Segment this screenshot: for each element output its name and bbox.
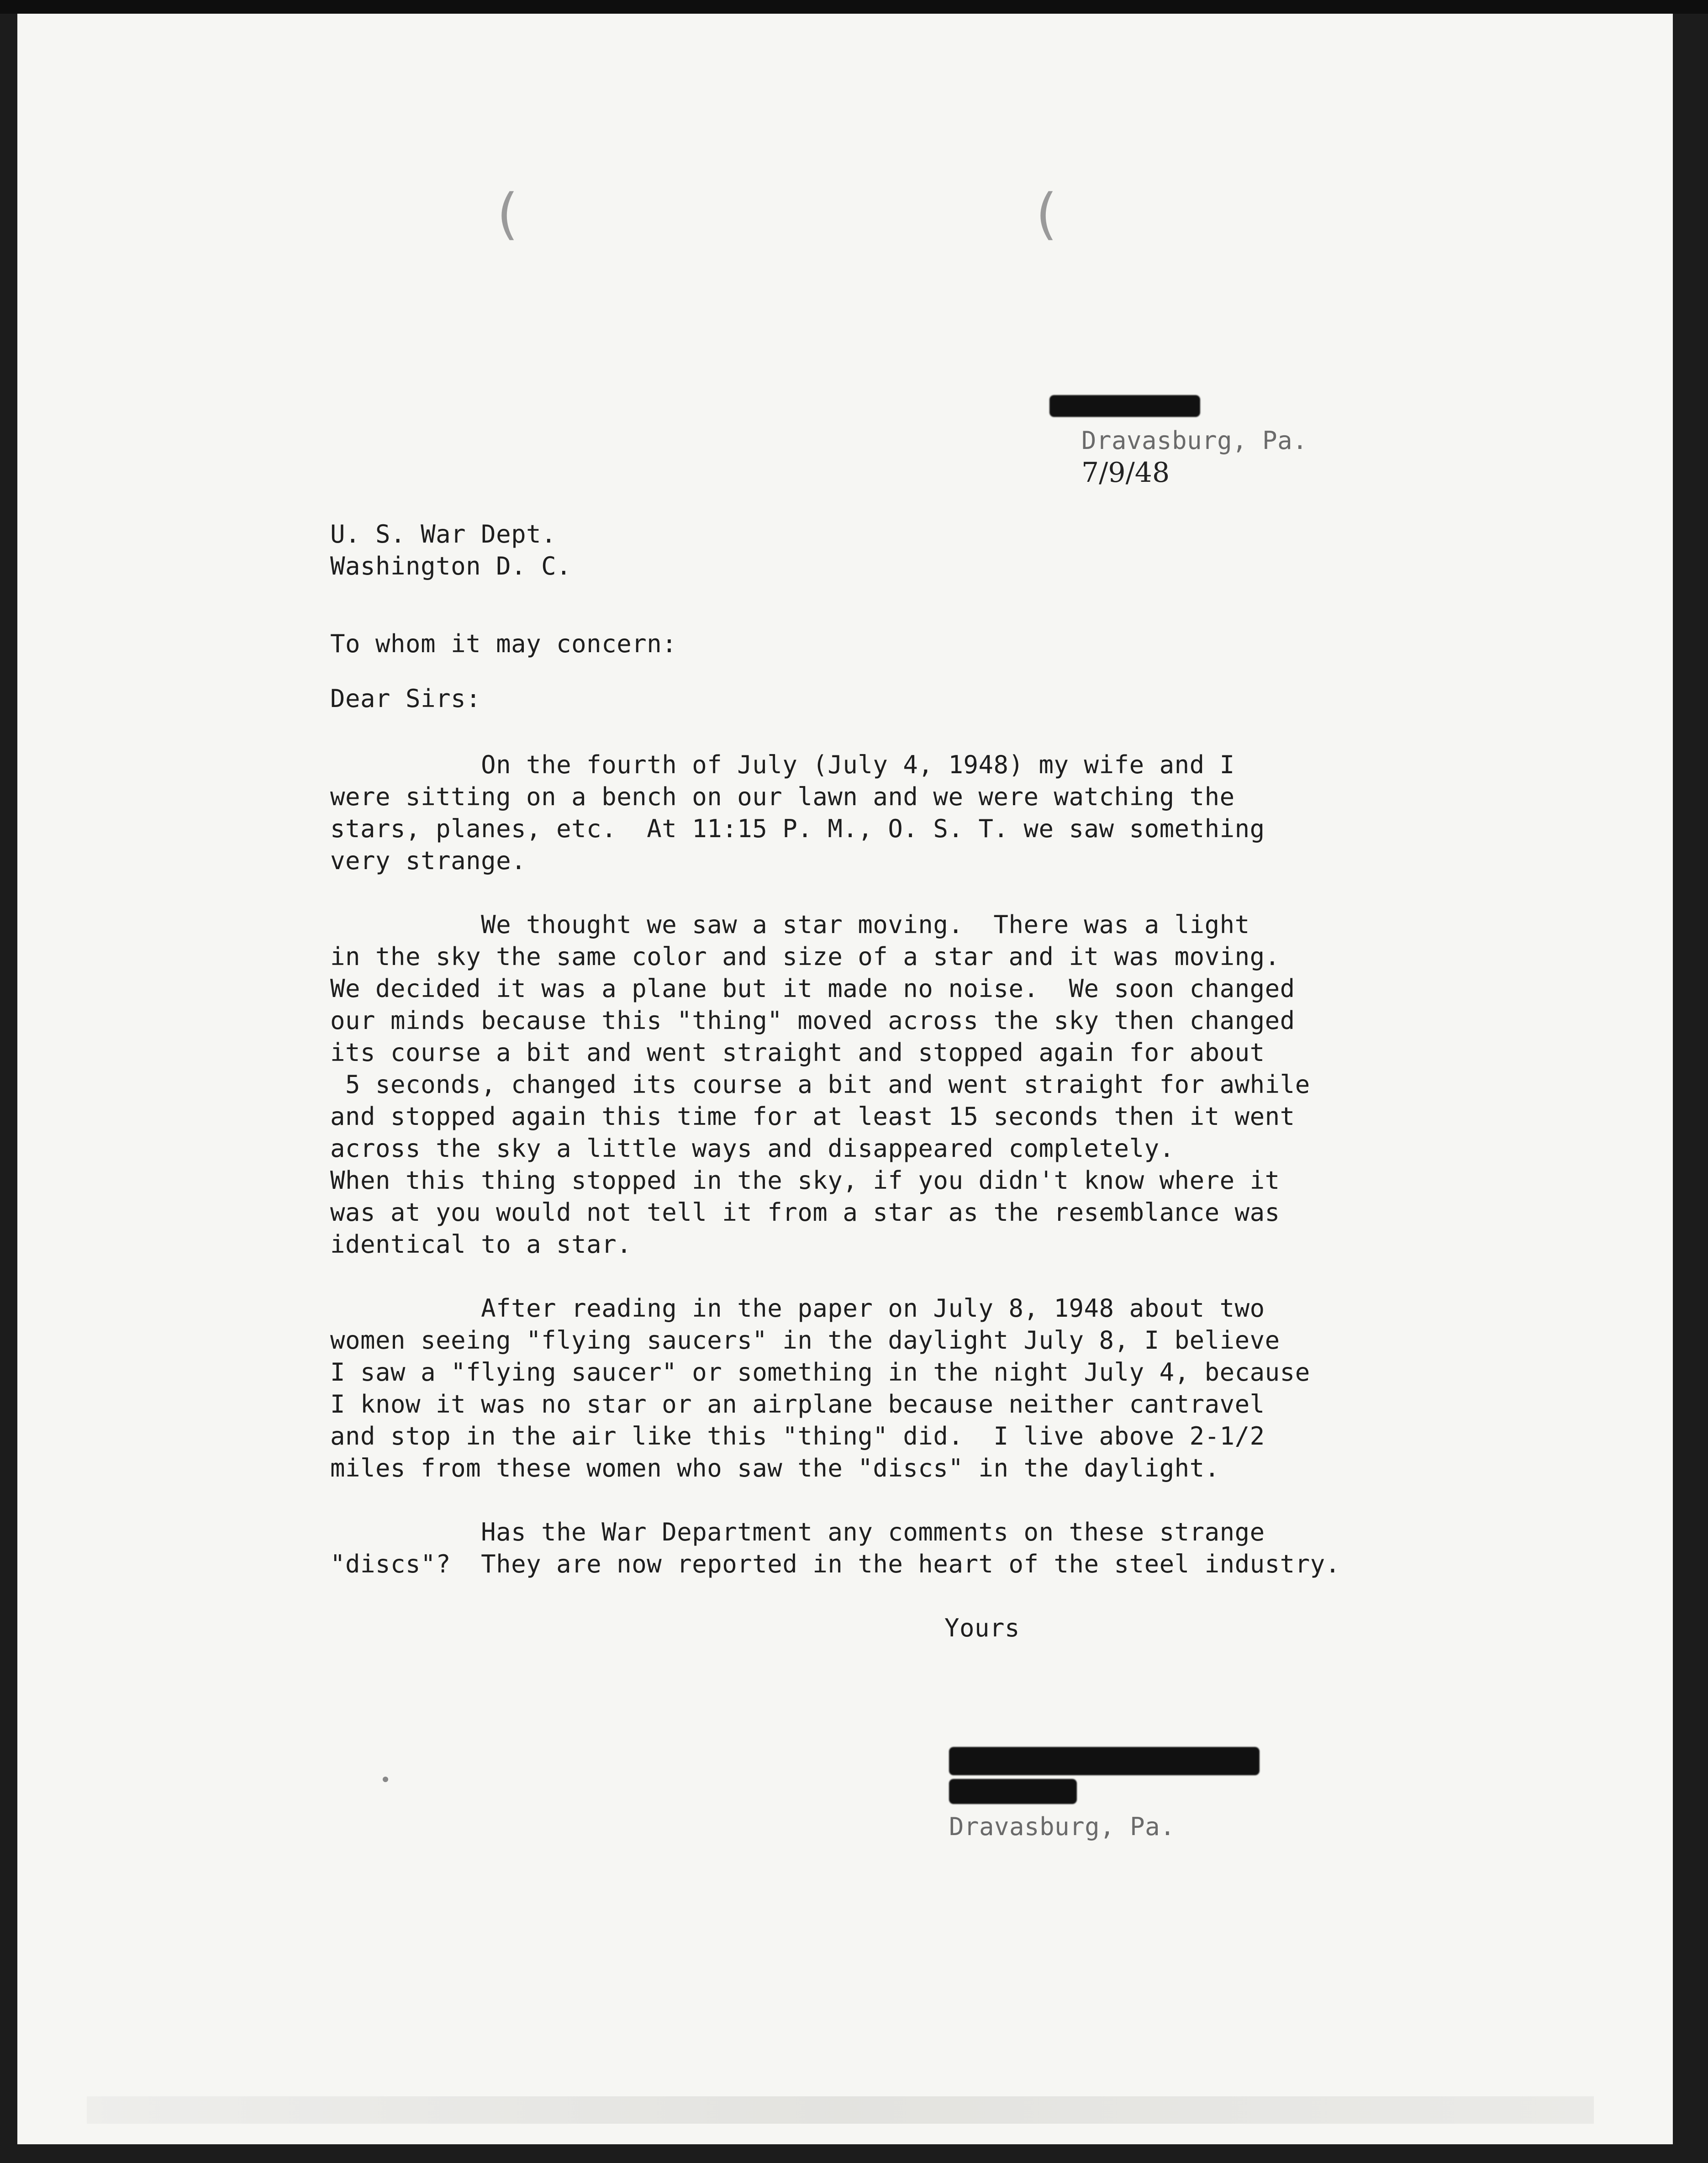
paragraph-line: I saw a "flying saucer" or something in the night July 4, because <box>330 1358 1310 1387</box>
to-whom-line: To whom it may concern: <box>330 629 677 658</box>
recipient-line-2: Washington D. C. <box>330 552 572 580</box>
paragraph-line: and stopped again this time for at least 15 seconds then it went <box>330 1102 1295 1131</box>
paragraph-line: and stop in the air like this "thing" did. I live above 2-1/2 <box>330 1422 1265 1451</box>
scan-speck <box>383 1777 388 1782</box>
closing-yours: Yours <box>944 1614 1020 1642</box>
redacted-signature-street <box>949 1779 1077 1804</box>
paragraph-line: We thought we saw a star moving. There was a light <box>330 910 1250 939</box>
paragraph-line: were sitting on a bench on our lawn and we were watching the <box>330 782 1235 811</box>
paragraph-line: in the sky the same color and size of a star and it was moving. <box>330 942 1280 971</box>
paragraph-line: identical to a star. <box>330 1230 632 1259</box>
paragraph-line: was at you would not tell it from a star as the resemblance was <box>330 1198 1280 1227</box>
scan-mark-left-paren: ( <box>497 183 518 246</box>
paragraph-line: very strange. <box>330 846 527 875</box>
scan-top-edge <box>0 0 1708 14</box>
paragraph-line: Has the War Department any comments on these strange <box>330 1518 1265 1546</box>
letter-page <box>17 14 1673 2144</box>
paragraph-line: 5 seconds, changed its course a bit and went straight for awhile <box>330 1070 1310 1099</box>
paragraph-line: After reading in the paper on July 8, 1948 about two <box>330 1294 1265 1323</box>
paragraph-line: stars, planes, etc. At 11:15 P. M., O. S. T. we saw something <box>330 814 1265 843</box>
paragraph-line: I know it was no star or an airplane because neither cantravel <box>330 1390 1265 1419</box>
paragraph-line: our minds because this "thing" moved across the sky then changed <box>330 1006 1295 1035</box>
paragraph-line: When this thing stopped in the sky, if you didn't know where it <box>330 1166 1280 1195</box>
paragraph-line: "discs"? They are now reported in the heart of the steel industry. <box>330 1550 1340 1578</box>
header-date: 7/9/48 <box>1081 457 1170 489</box>
signature-place: Dravasburg, Pa. <box>949 1812 1176 1841</box>
scan-bottom-artifact <box>87 2096 1594 2124</box>
redacted-address <box>1049 395 1200 417</box>
dear-sirs-line: Dear Sirs: <box>330 684 481 713</box>
paragraph-line: women seeing "flying saucers" in the daylight July 8, I believe <box>330 1326 1280 1355</box>
paragraph-line: We decided it was a plane but it made no noise. We soon changed <box>330 974 1295 1003</box>
paragraph-line: across the sky a little ways and disappeared completely. <box>330 1134 1175 1163</box>
recipient-line-1: U. S. War Dept. <box>330 520 557 549</box>
header-place: Dravasburg, Pa. <box>1081 426 1308 455</box>
paragraph-line: On the fourth of July (July 4, 1948) my wife and I <box>330 750 1235 779</box>
paragraph-line: its course a bit and went straight and stopped again for about <box>330 1038 1265 1067</box>
scan-mark-right-paren: ( <box>1036 183 1057 246</box>
paragraph-line: miles from these women who saw the "discs" in the daylight. <box>330 1454 1220 1482</box>
redacted-signature-name <box>949 1747 1260 1775</box>
